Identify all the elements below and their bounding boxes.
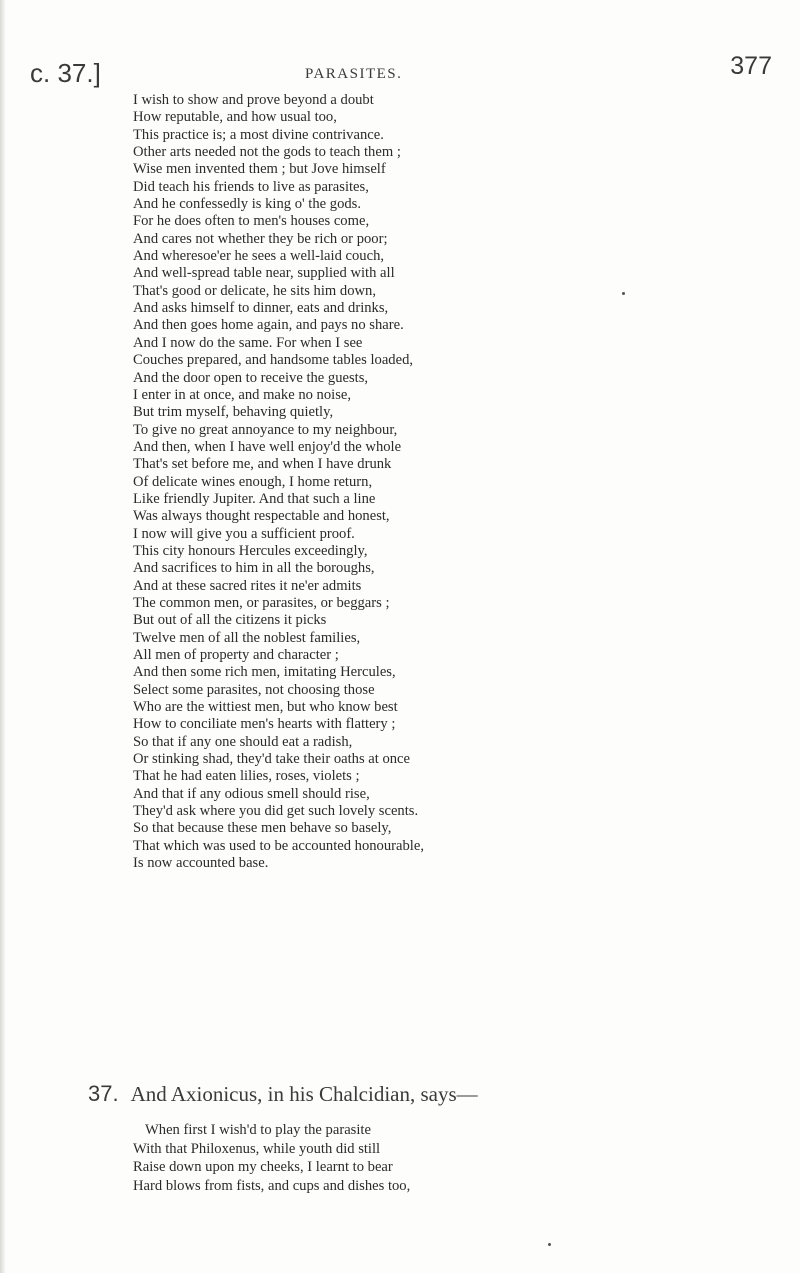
verse-line: For he does often to men's houses come,	[133, 213, 370, 230]
verse-line: And then some rich men, imitating Hercules,	[133, 664, 396, 681]
verse-line: Select some parasites, not choosing those	[133, 681, 375, 698]
verse-line: And he confessedly is king o' the gods.	[133, 196, 361, 213]
verse-line: And then goes home again, and pays no share.	[133, 317, 404, 334]
verse-line: That which was used to be accounted honourable,	[133, 837, 424, 854]
verse-line: So that if any one should eat a radish,	[133, 733, 353, 750]
section-heading	[88, 1081, 778, 1107]
verse-line: That he had eaten lilies, roses, violets ;	[133, 768, 360, 785]
binding-edge	[0, 0, 6, 1273]
verse-line: How to conciliate men's hearts with flattery ;	[133, 716, 396, 733]
verse-line: I wish to show and prove beyond a doubt	[133, 92, 374, 108]
verse-line: So that because these men behave so basely,	[133, 820, 392, 837]
verse-line: Did teach his friends to live as parasites,	[133, 178, 369, 195]
running-title: PARASITES.	[305, 66, 403, 82]
verse-line: The common men, or parasites, or beggars ;	[133, 594, 390, 611]
ink-speck	[548, 1243, 551, 1246]
ink-speck	[622, 292, 625, 295]
verse-line: I now will give you a sufficient proof.	[133, 525, 355, 542]
verse-line: And wheresoe'er he sees a well-laid couch,	[133, 248, 385, 265]
section-number: 37.	[88, 1081, 119, 1106]
verse-line: And that if any odious smell should rise,	[133, 785, 370, 802]
verse-line: They'd ask where you did get such lovely scents.	[133, 803, 419, 820]
verse-line: Other arts needed not the gods to teach them ;	[133, 144, 401, 161]
verse-line: This city honours Hercules exceedingly,	[133, 542, 368, 559]
page-number: 377	[730, 52, 772, 80]
verse-line: And then, when I have well enjoy'd the whole	[133, 438, 402, 455]
verse-line: Or stinking shad, they'd take their oaths at once	[133, 751, 411, 768]
verse-line: And asks himself to dinner, eats and drinks,	[133, 300, 389, 317]
verse-line: When first I wish'd to play the parasite	[145, 1122, 371, 1138]
verse-line: To give no great annoyance to my neighbour,	[133, 421, 398, 438]
verse-line: Wise men invented them ; but Jove himself	[133, 161, 386, 178]
verse-line: Couches prepared, and handsome tables loaded,	[133, 352, 414, 369]
verse-line: That's good or delicate, he sits him down,	[133, 282, 376, 299]
verse-line: Who are the wittiest men, but who know best	[133, 699, 398, 716]
section-intro-text: And Axionicus, in his Chalcidian, says—	[130, 1082, 478, 1106]
quoted-verse	[133, 1121, 773, 1195]
verse-line: Is now accounted base.	[133, 855, 269, 872]
verse-line: Hard blows from fists, and cups and dishes too,	[133, 1177, 411, 1194]
verse-line: And the door open to receive the guests,	[133, 369, 369, 386]
verse-line: And sacrifices to him in all the boroughs,	[133, 560, 375, 577]
verse-line: Of delicate wines enough, I home return,	[133, 473, 373, 490]
verse-line: How reputable, and how usual too,	[133, 109, 337, 126]
verse-line: Raise down upon my cheeks, I learnt to bear	[133, 1159, 393, 1175]
chapter-reference: c. 37.]	[30, 58, 101, 88]
verse-passage	[133, 92, 773, 872]
running-head	[30, 52, 772, 92]
verse-line: All men of property and character ;	[133, 647, 339, 663]
verse-line: With that Philoxenus, while youth did still	[133, 1140, 381, 1157]
verse-line: And cares not whether they be rich or poor;	[133, 230, 388, 247]
verse-line: And well-spread table near, supplied with all	[133, 265, 395, 282]
verse-line: Was always thought respectable and honest,	[133, 508, 390, 525]
verse-line: But trim myself, behaving quietly,	[133, 404, 334, 421]
verse-line: But out of all the citizens it picks	[133, 612, 327, 629]
verse-line: And at these sacred rites it ne'er admits	[133, 577, 362, 594]
verse-line: I enter in at once, and make no noise,	[133, 386, 352, 403]
verse-line: Like friendly Jupiter. And that such a line	[133, 490, 376, 507]
verse-line: That's set before me, and when I have drunk	[133, 456, 392, 473]
verse-line: And I now do the same. For when I see	[133, 334, 363, 351]
verse-line: Twelve men of all the noblest families,	[133, 629, 361, 646]
verse-line: This practice is; a most divine contrivance.	[133, 126, 384, 143]
